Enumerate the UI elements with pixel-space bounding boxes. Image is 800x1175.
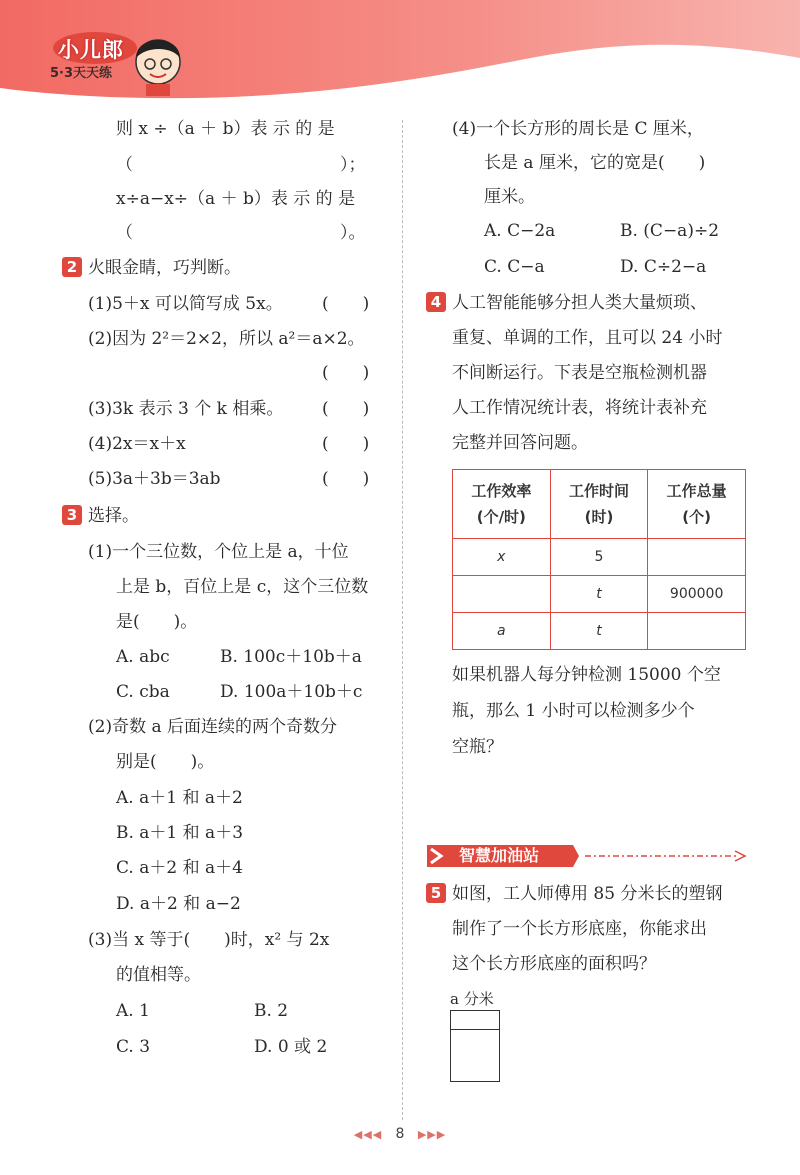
table-row	[453, 576, 746, 613]
rectangle-base-figure	[450, 1010, 500, 1082]
banner-label: 智慧加油站	[459, 846, 540, 865]
rectangle-divider-line	[451, 1029, 499, 1030]
table-cell: t	[550, 613, 648, 650]
q2-item-3: (3)3k 表示 3 个 k 相乘。	[88, 399, 284, 419]
table-row	[453, 613, 746, 650]
q1-cont-line1: 则 x ÷（a ＋ b）表 示 的 是	[116, 119, 335, 139]
q1-cont-line3: x÷a−x÷（a ＋ b）表 示 的 是	[116, 189, 356, 209]
q3-4-line3: 厘米。	[484, 187, 535, 207]
q3-1-line2: 上是 b，百位上是 c，这个三位数	[116, 577, 369, 597]
column-divider	[402, 120, 403, 1120]
page-number: 8	[395, 1126, 405, 1142]
q2-answer-2[interactable]: ( )	[322, 363, 370, 383]
q4-number-badge: 4	[426, 292, 446, 312]
q3-1-option-a[interactable]: A. abc	[116, 647, 170, 667]
q5-number-badge: 5	[426, 883, 446, 903]
q3-4-line1: (4)一个长方形的周长是 C 厘米，	[452, 119, 704, 139]
brand-series: 5·3天天练	[50, 66, 113, 81]
q1-answer-blank-close: ）；	[340, 155, 366, 175]
q3-title: 选择。	[88, 506, 139, 526]
q3-2-option-b[interactable]: B. a＋1 和 a＋3	[116, 823, 244, 843]
q1-answer-blank2-close: ）。	[340, 223, 366, 243]
q4-line2: 重复、单调的工作，且可以 24 小时	[452, 328, 723, 348]
q2-answer-3[interactable]: ( )	[322, 399, 370, 419]
stat-table	[452, 469, 746, 650]
stat-table-header-row	[453, 470, 746, 539]
q5-line2: 制作了一个长方形底座，你能求出	[452, 919, 707, 939]
table-cell: x	[453, 539, 551, 576]
col-header-efficiency: 工作效率 (个/时)	[453, 470, 551, 539]
q3-3-option-b[interactable]: B. 2	[254, 1001, 289, 1021]
q3-3-line2: 的值相等。	[116, 965, 201, 985]
table-cell: t	[550, 576, 648, 613]
q3-2-line2: 别是( )。	[116, 752, 215, 772]
q2-item-4: (4)2x＝x＋x	[88, 434, 186, 454]
col-header-total: 工作总量 (个)	[648, 470, 746, 539]
prev-arrows-icon: ◀◀◀	[353, 1128, 383, 1141]
q4-followup-line1: 如果机器人每分钟检测 15000 个空	[452, 665, 721, 685]
q2-answer-5[interactable]: ( )	[322, 469, 370, 489]
table-row	[453, 539, 746, 576]
q1-answer-blank-open[interactable]: （	[116, 155, 133, 175]
q3-2-line1: (2)奇数 a 后面连续的两个奇数分	[88, 717, 338, 737]
q5-figure-label: a 分米	[450, 990, 494, 1008]
q5-line3: 这个长方形底座的面积吗？	[452, 954, 656, 974]
q2-answer-4[interactable]: ( )	[322, 434, 370, 454]
q3-4-option-d[interactable]: D. C÷2−a	[620, 257, 707, 277]
q4-line5: 完整并回答问题。	[452, 433, 588, 453]
q3-1-option-d[interactable]: D. 100a＋10b＋c	[220, 682, 363, 702]
q3-heading	[62, 505, 139, 527]
q2-item-1: (1)5＋x 可以简写成 5x。	[88, 294, 283, 314]
q3-4-option-a[interactable]: A. C−2a	[484, 221, 556, 241]
q4-line3: 不间断运行。下表是空瓶检测机器	[452, 363, 707, 383]
table-cell: a	[453, 613, 551, 650]
q2-title: 火眼金睛，巧判断。	[88, 258, 241, 278]
q3-2-option-d[interactable]: D. a＋2 和 a−2	[116, 894, 241, 914]
q3-4-option-b[interactable]: B. (C−a)÷2	[620, 221, 720, 241]
q3-1-option-b[interactable]: B. 100c＋10b＋a	[220, 647, 362, 667]
q2-number-badge: 2	[62, 257, 82, 277]
page-header	[0, 0, 800, 110]
q3-2-option-c[interactable]: C. a＋2 和 a＋4	[116, 858, 243, 878]
q3-4-option-c[interactable]: C. C−a	[484, 257, 545, 277]
q3-3-option-c[interactable]: C. 3	[116, 1037, 151, 1057]
q3-3-line1: (3)当 x 等于( )时，x² 与 2x	[88, 930, 330, 950]
q4-heading	[426, 292, 707, 314]
q3-4-line2: 长是 a 厘米，它的宽是( )	[484, 153, 706, 173]
next-arrows-icon: ▶▶▶	[417, 1128, 447, 1141]
q3-1-option-c[interactable]: C. cba	[116, 682, 170, 702]
q3-3-option-a[interactable]: A. 1	[116, 1001, 150, 1021]
q3-number-badge: 3	[62, 505, 82, 525]
q3-1-line1: (1)一个三位数，个位上是 a，十位	[88, 542, 349, 562]
section-banner	[425, 841, 755, 875]
table-cell: 5	[550, 539, 648, 576]
brand-logo-text: 小儿郎	[58, 38, 124, 62]
q4-line4: 人工作情况统计表，将统计表补充	[452, 398, 707, 418]
page-footer	[0, 1126, 800, 1142]
q4-followup-line2: 瓶，那么 1 小时可以检测多少个	[452, 701, 695, 721]
q3-3-option-d[interactable]: D. 0 或 2	[254, 1037, 328, 1057]
table-cell-blank[interactable]	[648, 539, 746, 576]
q4-followup-line3: 空瓶？	[452, 737, 503, 757]
table-cell: 900000	[648, 576, 746, 613]
q3-2-option-a[interactable]: A. a＋1 和 a＋2	[116, 788, 243, 808]
q3-1-line3: 是( )。	[116, 612, 198, 632]
q2-answer-1[interactable]: ( )	[322, 294, 370, 314]
table-cell-blank[interactable]	[453, 576, 551, 613]
q2-item-2: (2)因为 2²＝2×2，所以 a²＝a×2。	[88, 329, 365, 349]
q2-heading	[62, 257, 241, 279]
table-cell-blank[interactable]	[648, 613, 746, 650]
col-header-time: 工作时间 (时)	[550, 470, 648, 539]
q4-line1: 人工智能能够分担人类大量烦琐、	[452, 293, 707, 313]
q5-line1: 如图，工人师傅用 85 分米长的塑钢	[452, 884, 723, 904]
q2-item-5: (5)3a＋3b＝3ab	[88, 469, 221, 489]
q5-heading	[426, 883, 722, 905]
q1-answer-blank2-open[interactable]: （	[116, 223, 133, 243]
